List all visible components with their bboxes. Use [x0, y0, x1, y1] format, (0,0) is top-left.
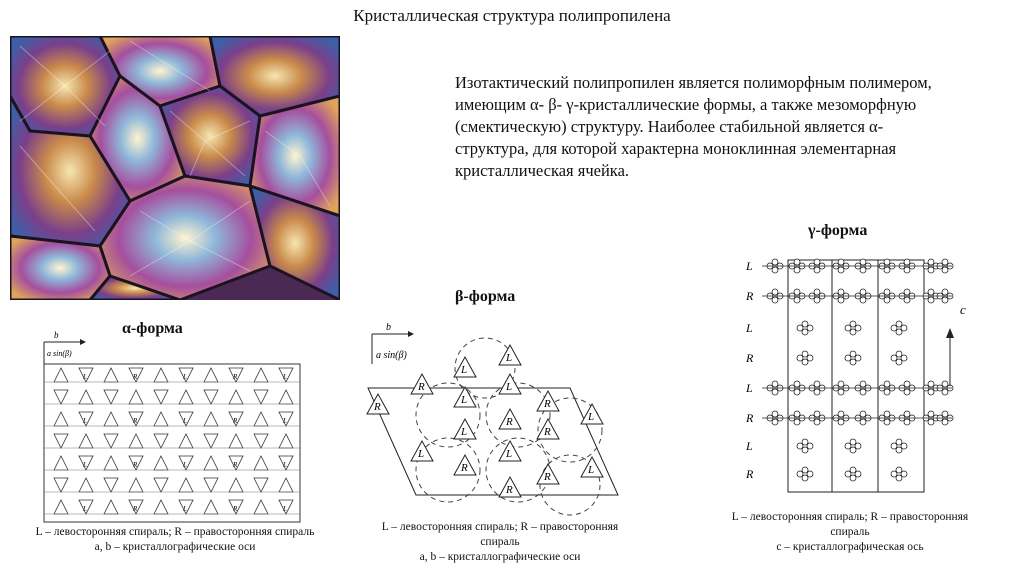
gamma-bead [928, 381, 934, 387]
gamma-bead [794, 259, 800, 265]
gamma-bead [814, 297, 820, 303]
gamma-bead [850, 329, 856, 335]
gamma-bead [850, 359, 856, 365]
gamma-bead [797, 355, 803, 361]
alpha-helix-symbol [279, 390, 293, 404]
gamma-bead [942, 381, 948, 387]
gamma-bead [814, 259, 820, 265]
alpha-helix-letter: L [183, 417, 187, 425]
alpha-helix-letter: R [233, 461, 238, 469]
alpha-helix-symbol [129, 390, 143, 404]
alpha-helix-symbol [279, 434, 293, 448]
gamma-row-label: L [746, 439, 753, 453]
gamma-bead [891, 443, 897, 449]
gamma-bead [838, 267, 844, 273]
gamma-bead [855, 355, 861, 361]
gamma-caption [700, 510, 1000, 555]
gamma-bead [884, 267, 890, 273]
gamma-bead [838, 381, 844, 387]
beta-helix-letter: L [506, 381, 513, 393]
gamma-bead [901, 443, 907, 449]
alpha-helix-grid [44, 368, 300, 514]
gamma-bead [838, 297, 844, 303]
gamma-bead [896, 359, 902, 365]
beta-helix-letter: L [461, 364, 468, 376]
gamma-bead [845, 325, 851, 331]
alpha-helix-letter: R [233, 417, 238, 425]
gamma-bead [794, 381, 800, 387]
gamma-bead [802, 447, 808, 453]
gamma-bead [928, 411, 934, 417]
alpha-helix-letter: L [183, 373, 187, 381]
gamma-bead [772, 419, 778, 425]
gamma-bead [802, 359, 808, 365]
gamma-bead [802, 467, 808, 473]
beta-caption [355, 520, 645, 565]
gamma-row-label: L [746, 321, 753, 335]
alpha-helix-symbol [54, 456, 68, 470]
gamma-bead [904, 411, 910, 417]
gamma-bead [855, 471, 861, 477]
alpha-helix-symbol [154, 434, 168, 448]
alpha-helix-symbol [54, 412, 68, 426]
alpha-helix-symbol [104, 368, 118, 382]
alpha-helix-symbol [204, 412, 218, 426]
gamma-bead [904, 419, 910, 425]
gamma-bead [838, 289, 844, 295]
gamma-bead [860, 381, 866, 387]
gamma-bead [884, 419, 890, 425]
beta-helix-letter: L [506, 448, 513, 460]
gamma-bead [838, 419, 844, 425]
alpha-helix-symbol [104, 412, 118, 426]
intro-paragraph: Изотактический полипропилен является полиморфным полимером, имеющим α- β- γ-кристаллические формы, а также мезоморфную (смектическую) структуру. Наиболее стабильной является α-структура, для которой характерна моноклинная элементарная кристаллическая ячейка. [455, 73, 932, 180]
gamma-bead [855, 325, 861, 331]
gamma-bead [860, 259, 866, 265]
gamma-bead [802, 439, 808, 445]
alpha-helix-letter: L [283, 461, 287, 469]
alpha-helix-symbol [129, 434, 143, 448]
beta-axes [372, 322, 414, 364]
beta-axis-a-label: a sin(β) [376, 350, 407, 361]
gamma-row-label: L [746, 381, 753, 395]
gamma-bead [860, 297, 866, 303]
alpha-helix-symbol [154, 368, 168, 382]
gamma-bead [797, 443, 803, 449]
alpha-helix-symbol [254, 500, 268, 514]
gamma-bead [928, 389, 934, 395]
alpha-helix-symbol [279, 478, 293, 492]
alpha-helix-symbol [54, 478, 68, 492]
gamma-bead [860, 389, 866, 395]
beta-helix-letter: L [418, 448, 425, 460]
alpha-helix-symbol [179, 390, 193, 404]
gamma-bead [942, 411, 948, 417]
beta-helix-letter: R [506, 416, 513, 428]
alpha-helix-symbol [154, 478, 168, 492]
beta-helix-letter: R [544, 426, 551, 438]
gamma-bead [942, 259, 948, 265]
gamma-lattice-diagram [740, 248, 980, 500]
alpha-axis-b-head [80, 339, 86, 345]
gamma-row-labels [745, 259, 754, 481]
gamma-bead [904, 267, 910, 273]
beta-helix-letter: L [588, 464, 595, 476]
gamma-bead [802, 475, 808, 481]
gamma-bead [797, 325, 803, 331]
gamma-bead [802, 321, 808, 327]
gamma-bead [807, 325, 813, 331]
alpha-unit-cell [44, 364, 300, 522]
alpha-helix-symbol [104, 390, 118, 404]
beta-caption-line1: L – левосторонняя спираль; R – правосторонняя [381, 521, 619, 533]
alpha-caption-line1: L – левосторонняя спираль; R – правосторонняя спираль [35, 526, 315, 538]
beta-helix-letter: R [544, 398, 551, 410]
gamma-bead [928, 297, 934, 303]
beta-unit-cell [368, 388, 618, 495]
gamma-bead [884, 411, 890, 417]
gamma-bead [942, 297, 948, 303]
beta-helix-letter: R [374, 401, 381, 413]
alpha-axis-a-label: a sin(β) [47, 349, 72, 358]
gamma-bead [850, 447, 856, 453]
gamma-bead [891, 325, 897, 331]
alpha-helix-letter: L [283, 505, 287, 513]
gamma-bead [797, 471, 803, 477]
beta-helix-letter: R [418, 381, 425, 393]
alpha-helix-symbol [254, 434, 268, 448]
gamma-row-label: R [746, 411, 754, 425]
gamma-bead [904, 259, 910, 265]
gamma-bead [794, 389, 800, 395]
gamma-bead [891, 355, 897, 361]
alpha-helix-letter: L [83, 417, 87, 425]
alpha-helix-symbol [204, 390, 218, 404]
alpha-helix-symbol [54, 500, 68, 514]
alpha-helix-symbol [54, 390, 68, 404]
gamma-bead [896, 351, 902, 357]
alpha-caption-line2: a, b – кристаллографические оси [94, 541, 256, 553]
beta-helix-letter: L [506, 352, 513, 364]
gamma-bead [814, 267, 820, 273]
gamma-bead [845, 471, 851, 477]
gamma-bead [896, 321, 902, 327]
gamma-bead [814, 419, 820, 425]
gamma-caption-line1: L – левосторонняя спираль; R – правосторонняя [731, 511, 969, 523]
beta-helix-letter: L [588, 411, 595, 423]
gamma-bead [794, 411, 800, 417]
gamma-bead [901, 355, 907, 361]
gamma-bead [772, 267, 778, 273]
gamma-bead [845, 443, 851, 449]
alpha-axis-b-label: b [54, 330, 59, 340]
gamma-bead [850, 439, 856, 445]
beta-title: β-форма [455, 288, 516, 305]
gamma-bead [838, 259, 844, 265]
gamma-row-label: L [746, 259, 753, 273]
beta-helix-letter: R [506, 484, 513, 496]
gamma-bead [891, 471, 897, 477]
alpha-helix-letter: R [133, 461, 138, 469]
gamma-bead [845, 355, 851, 361]
gamma-bead [772, 297, 778, 303]
gamma-bead [850, 475, 856, 481]
gamma-bead [807, 355, 813, 361]
gamma-axis-c-head [946, 328, 954, 338]
gamma-bead [884, 381, 890, 387]
alpha-helix-symbol [204, 456, 218, 470]
gamma-bead [904, 297, 910, 303]
alpha-helix-letter: L [83, 505, 87, 513]
alpha-helix-symbol [54, 368, 68, 382]
beta-helix-set [367, 345, 603, 497]
alpha-helix-symbol [79, 390, 93, 404]
gamma-bead [904, 381, 910, 387]
alpha-helix-symbol [54, 434, 68, 448]
alpha-helix-symbol [104, 478, 118, 492]
gamma-bead [802, 351, 808, 357]
alpha-helix-symbol [154, 456, 168, 470]
gamma-bead [772, 389, 778, 395]
gamma-bead [814, 389, 820, 395]
alpha-helix-symbol [229, 390, 243, 404]
gamma-bead [896, 475, 902, 481]
gamma-bead [814, 381, 820, 387]
alpha-helix-letter: R [133, 505, 138, 513]
gamma-bead [904, 389, 910, 395]
alpha-helix-symbol [254, 456, 268, 470]
gamma-bead [896, 439, 902, 445]
beta-helix-letter: R [461, 462, 468, 474]
alpha-helix-letter: R [133, 373, 138, 381]
beta-caption-line2: спираль [480, 536, 520, 548]
beta-helix-letter: L [461, 426, 468, 438]
gamma-row-label: R [746, 351, 754, 365]
gamma-row-label: R [746, 467, 754, 481]
alpha-helix-symbol [254, 390, 268, 404]
alpha-helix-letter: R [233, 373, 238, 381]
gamma-bead [901, 471, 907, 477]
gamma-bead [794, 289, 800, 295]
gamma-bead [928, 259, 934, 265]
beta-axis-b-head [408, 331, 414, 337]
gamma-bead [860, 289, 866, 295]
alpha-helix-letter: L [283, 373, 287, 381]
spherulite-image [10, 36, 340, 300]
alpha-helix-symbol [154, 390, 168, 404]
gamma-bead [838, 389, 844, 395]
spherulite-micrograph [10, 36, 340, 300]
alpha-helix-symbol [204, 500, 218, 514]
gamma-bead [807, 471, 813, 477]
gamma-row-label: R [746, 289, 754, 303]
gamma-bead [772, 411, 778, 417]
gamma-bead [942, 267, 948, 273]
gamma-bead [884, 297, 890, 303]
gamma-bead [814, 411, 820, 417]
alpha-helix-letter: R [233, 505, 238, 513]
gamma-bead [807, 443, 813, 449]
gamma-bead [860, 419, 866, 425]
beta-axis-b-label: b [386, 322, 391, 333]
alpha-helix-symbol [204, 434, 218, 448]
gamma-bead [884, 289, 890, 295]
gamma-bead [860, 267, 866, 273]
gamma-caption-line3: c – кристаллографическая ось [776, 541, 924, 553]
gamma-axis-c-label: c [960, 302, 966, 317]
alpha-helix-symbol [154, 500, 168, 514]
alpha-helix-symbol [79, 434, 93, 448]
alpha-helix-symbol [254, 412, 268, 426]
gamma-bead [850, 467, 856, 473]
alpha-helix-letter: L [183, 505, 187, 513]
gamma-bead [896, 329, 902, 335]
gamma-bead [928, 289, 934, 295]
alpha-helix-symbol [229, 434, 243, 448]
alpha-helix-letter: L [283, 417, 287, 425]
alpha-helix-symbol [204, 368, 218, 382]
alpha-helix-symbol [79, 478, 93, 492]
alpha-helix-symbol [179, 434, 193, 448]
gamma-bead [772, 289, 778, 295]
gamma-bead [942, 419, 948, 425]
gamma-bead [838, 411, 844, 417]
alpha-caption [10, 525, 340, 555]
alpha-helix-symbol [254, 368, 268, 382]
alpha-helix-symbol [104, 434, 118, 448]
alpha-helix-letter: L [183, 461, 187, 469]
gamma-bead [850, 321, 856, 327]
gamma-bead [850, 351, 856, 357]
gamma-bead [904, 289, 910, 295]
gamma-bead [942, 289, 948, 295]
alpha-helix-symbol [254, 478, 268, 492]
gamma-bead [772, 259, 778, 265]
alpha-helix-symbol [129, 478, 143, 492]
gamma-bead [928, 419, 934, 425]
gamma-bead [942, 389, 948, 395]
alpha-helix-symbol [154, 412, 168, 426]
gamma-bead [860, 411, 866, 417]
alpha-helix-letter: L [83, 461, 87, 469]
alpha-helix-symbol [204, 478, 218, 492]
beta-lattice-diagram [360, 320, 630, 518]
gamma-bead [794, 419, 800, 425]
alpha-helix-symbol [104, 456, 118, 470]
gamma-bead [901, 325, 907, 331]
gamma-bead [896, 447, 902, 453]
alpha-helix-symbol [104, 500, 118, 514]
gamma-title: γ-форма [808, 222, 868, 239]
alpha-helix-letter: L [83, 373, 87, 381]
page-title: Кристаллическая структура полипропилена [353, 6, 671, 25]
gamma-bead [814, 289, 820, 295]
gamma-bead [794, 297, 800, 303]
beta-helix-letter: L [461, 394, 468, 406]
gamma-caption-line2: спираль [830, 526, 870, 538]
alpha-helix-letter: R [133, 417, 138, 425]
gamma-bead [855, 443, 861, 449]
beta-helix-letter: R [544, 471, 551, 483]
gamma-bead [794, 267, 800, 273]
alpha-helix-symbol [179, 478, 193, 492]
gamma-bead [928, 267, 934, 273]
alpha-helix-symbol [229, 478, 243, 492]
gamma-bead [884, 389, 890, 395]
gamma-bead [772, 381, 778, 387]
beta-caption-line3: a, b – кристаллографические оси [419, 551, 581, 563]
gamma-bead [802, 329, 808, 335]
gamma-bead [896, 467, 902, 473]
alpha-lattice-diagram [30, 330, 310, 525]
alpha-title: α-форма [122, 320, 183, 337]
gamma-bead [884, 259, 890, 265]
